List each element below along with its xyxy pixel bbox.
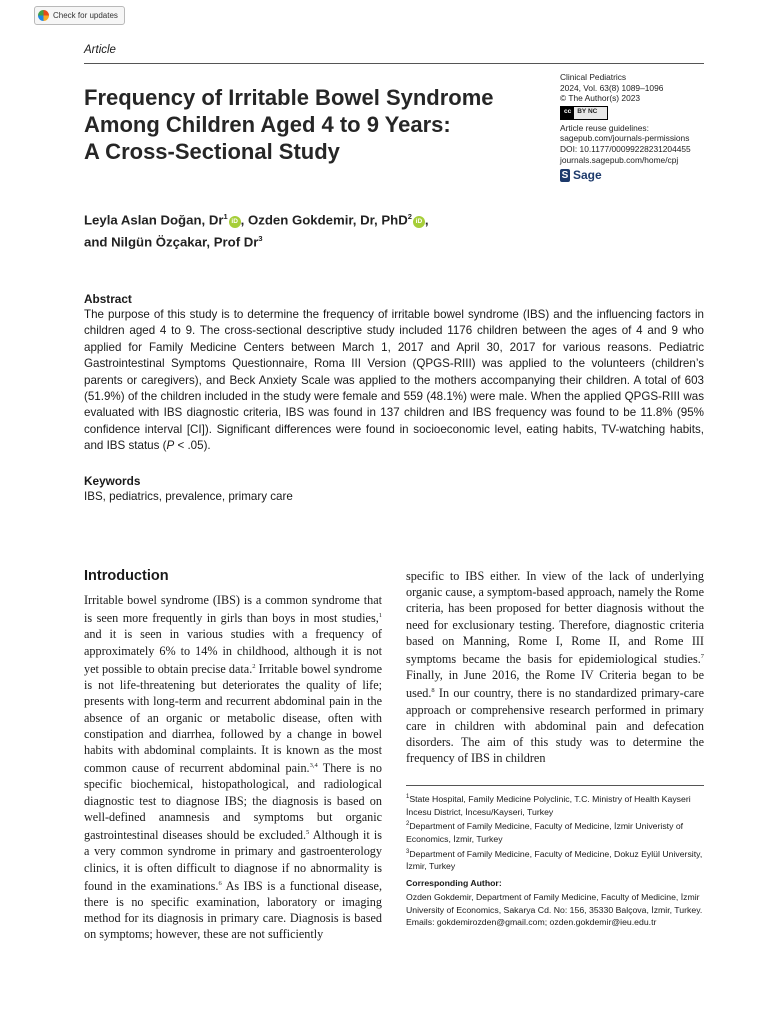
corresponding-author-address: Ozden Gokdemir, Department of Family Medicine, Faculty of Medicine, İzmir University of Economics, Sakarya Cd. No: 156, 35330 Balçova, İzmir, Turkey. <box>406 892 703 915</box>
keywords-heading: Keywords <box>84 474 141 488</box>
journal-metadata <box>560 72 740 182</box>
abstract-heading: Abstract <box>84 292 132 306</box>
corresponding-author-heading: Corresponding Author: <box>406 878 502 888</box>
doi-link[interactable]: DOI: 10.1177/00099228231204455 <box>560 143 691 154</box>
affiliation-item <box>406 818 704 845</box>
affiliation-item <box>406 846 704 873</box>
affiliation-item <box>406 791 704 818</box>
body-text: As IBS is a functional disease, there is no specific examination, laboratory or imaging method for its diagnosis in primary care. Diagnosis is based on symptoms; however, these are not sufficiently <box>84 878 382 942</box>
body-text: Irritable bowel syndrome is not life-threatening but deteriorates the quality of life; presents with long-term and recurrent abdominal pain in the absence of an organic or metabolic disease, often with constipation and diarrhea, followed by a change in bowel habits with abdominal complaints. It is known as the most common cause of recurrent abdominal pain. <box>84 661 382 776</box>
author-name: Leyla Aslan Doğan, Dr <box>84 212 224 228</box>
affiliation-text: State Hospital, Family Medicine Polyclinic, T.C. Ministry of Health Kayseri İncesu District, İncesu/Kayseri, Turkey <box>406 793 691 817</box>
affiliation-number: 1 <box>406 794 410 800</box>
affiliations-rule <box>406 785 704 786</box>
orcid-icon[interactable]: iD <box>413 216 425 228</box>
affiliation-text: Department of Family Medicine, Faculty of Medicine, İzmir Univeristy of Economics, İzmir, Turkey <box>406 821 684 844</box>
author-line-2 <box>84 229 604 251</box>
author-name: and Nilgün Özçakar, Prof Dr <box>84 234 259 250</box>
citation-ref[interactable]: 8 <box>431 687 435 695</box>
author-affiliation-ref: 1 <box>223 212 228 221</box>
body-text: Although it is a very common syndrome in primary and gastroenterology clinics, it is often difficult to diagnose if no abnormality is found in the examinations. <box>84 828 382 893</box>
citation-ref[interactable]: 3,4 <box>309 762 318 770</box>
check-for-updates-badge[interactable] <box>34 6 125 25</box>
check-for-updates-icon <box>38 10 49 21</box>
abstract-body <box>84 307 704 455</box>
body-text: specific to IBS either. In view of the lack of underlying organic cause, a symptom-based approach, namely the Rome criteria, has been proposed for better diagnosis without the need for exclusionary testing. Therefore, diagnostic criteria based on Manning, Rome I, Rome II, and Rome III symptoms became the basis for epidemiological studies. <box>406 569 704 667</box>
introduction-left-column <box>84 592 382 943</box>
orcid-icon[interactable]: iD <box>229 216 241 228</box>
abstract-text: The purpose of this study is to determine the frequency of irritable bowel syndrome (IBS) and the influencing factors in children aged 4 to 9. The cross-sectional descriptive study included 1176 children between the ages of 4 and 9 who applied for Family Medicine Centers between March 1, 2017 and April 30, 2017 for various reasons. Pediatric Gastrointestinal Symptoms Questionnaire, Roma III Version (QPGS-RIII) was applied to the volunteers (children’s parents or caregivers), and Beck Anxiety Scale was applied to the mothers accompanying their children. A total of 603 (51.9%) of the children included in the study were female and 559 (48.1%) were male. When the applied QPGS-RIII was evaluated with IBS diagnostic criteria, IBS was found in 137 children and IBS frequency was found to be 11.8% (95% confidence interval [CI]). Significant differences were found in socioeconomic level, eating habits, TV-watching habits, and IBS status ( <box>84 308 704 453</box>
cc-by-label: BY NC <box>577 108 598 116</box>
citation-ref[interactable]: 1 <box>378 612 382 620</box>
journal-url-link[interactable]: journals.sagepub.com/home/cpj <box>560 154 679 165</box>
sage-logo <box>560 169 740 182</box>
check-for-updates-label: Check for updates <box>53 11 118 20</box>
copyright: © The Author(s) 2023 <box>560 93 641 104</box>
reuse-guidelines: Article reuse guidelines: <box>560 122 649 133</box>
article-title <box>84 84 554 165</box>
citation-ref[interactable]: 5 <box>306 829 310 837</box>
body-text: There is no specific biochemical, histopathological, and radiological diagnostic test to diagnose IBS; the diagnosis is based on well-defined anamnesis and symptoms but organic gastrointestinal diseases should be excluded. <box>84 761 382 843</box>
citation-ref[interactable]: 2 <box>252 662 256 670</box>
body-text: In our country, there is no standardized primary-care approach or comprehensive research performed in primary care in children with abdominal pain and defecation disorders. The aim of this study was to determine the frequency of IBS in children <box>406 686 704 766</box>
sage-logo-icon: S <box>561 170 569 182</box>
author-separator: , <box>424 212 429 228</box>
affiliation-number: 3 <box>406 848 410 855</box>
title-line: A Cross-Sectional Study <box>84 139 340 164</box>
cc-license-icon[interactable] <box>560 106 608 120</box>
author-affiliation-ref: 3 <box>258 234 263 244</box>
introduction-heading: Introduction <box>84 568 169 584</box>
author-affiliation-ref: 2 <box>407 212 412 221</box>
body-text: Irritable bowel syndrome (IBS) is a common syndrome that is seen more frequently in girls than boys in most studies, <box>84 593 382 626</box>
keywords-list: IBS, pediatrics, prevalence, primary care <box>84 490 293 503</box>
corresponding-author-details <box>406 891 704 929</box>
title-line: Frequency of Irritable Bowel Syndrome <box>84 85 494 110</box>
p-value-symbol: P <box>166 439 175 453</box>
title-line: Among Children Aged 4 to 9 Years: <box>84 112 451 137</box>
citation-ref[interactable]: 6 <box>218 879 222 887</box>
affiliation-number: 2 <box>406 821 410 828</box>
sage-logo-text: Sage <box>573 168 602 183</box>
introduction-right-column <box>406 568 704 767</box>
body-text: Finally, in June 2016, the Rome IV Criteria began to be used. <box>406 668 704 701</box>
author-line-1 <box>84 207 604 229</box>
journal-name: Clinical Pediatrics <box>560 72 627 82</box>
header-rule <box>84 63 704 64</box>
abstract-text-end: < .05). <box>174 439 211 453</box>
body-text: and it is seen in various studies with a frequency of approximately 6% to 14% in childhood, although it is not yet possible to obtain precise data. <box>84 627 382 676</box>
corresponding-author-emails[interactable]: Emails: gokdemirozden@gmail.com; ozden.gokdemir@ieu.edu.tr <box>406 917 657 928</box>
permissions-link[interactable]: sagepub.com/journals-permissions <box>560 133 690 144</box>
author-name: , Ozden Gokdemir, Dr, PhD <box>240 212 408 228</box>
author-list <box>84 207 604 252</box>
article-type-label: Article <box>84 44 116 56</box>
journal-volume: 2024, Vol. 63(8) 1089–1096 <box>560 82 664 93</box>
affiliations <box>406 791 704 873</box>
citation-ref[interactable]: 7 <box>700 653 704 661</box>
cc-label: cc <box>561 107 574 119</box>
affiliation-text: Department of Family Medicine, Faculty of Medicine, Dokuz Eylül University, İzmir, Turkey <box>406 848 703 872</box>
